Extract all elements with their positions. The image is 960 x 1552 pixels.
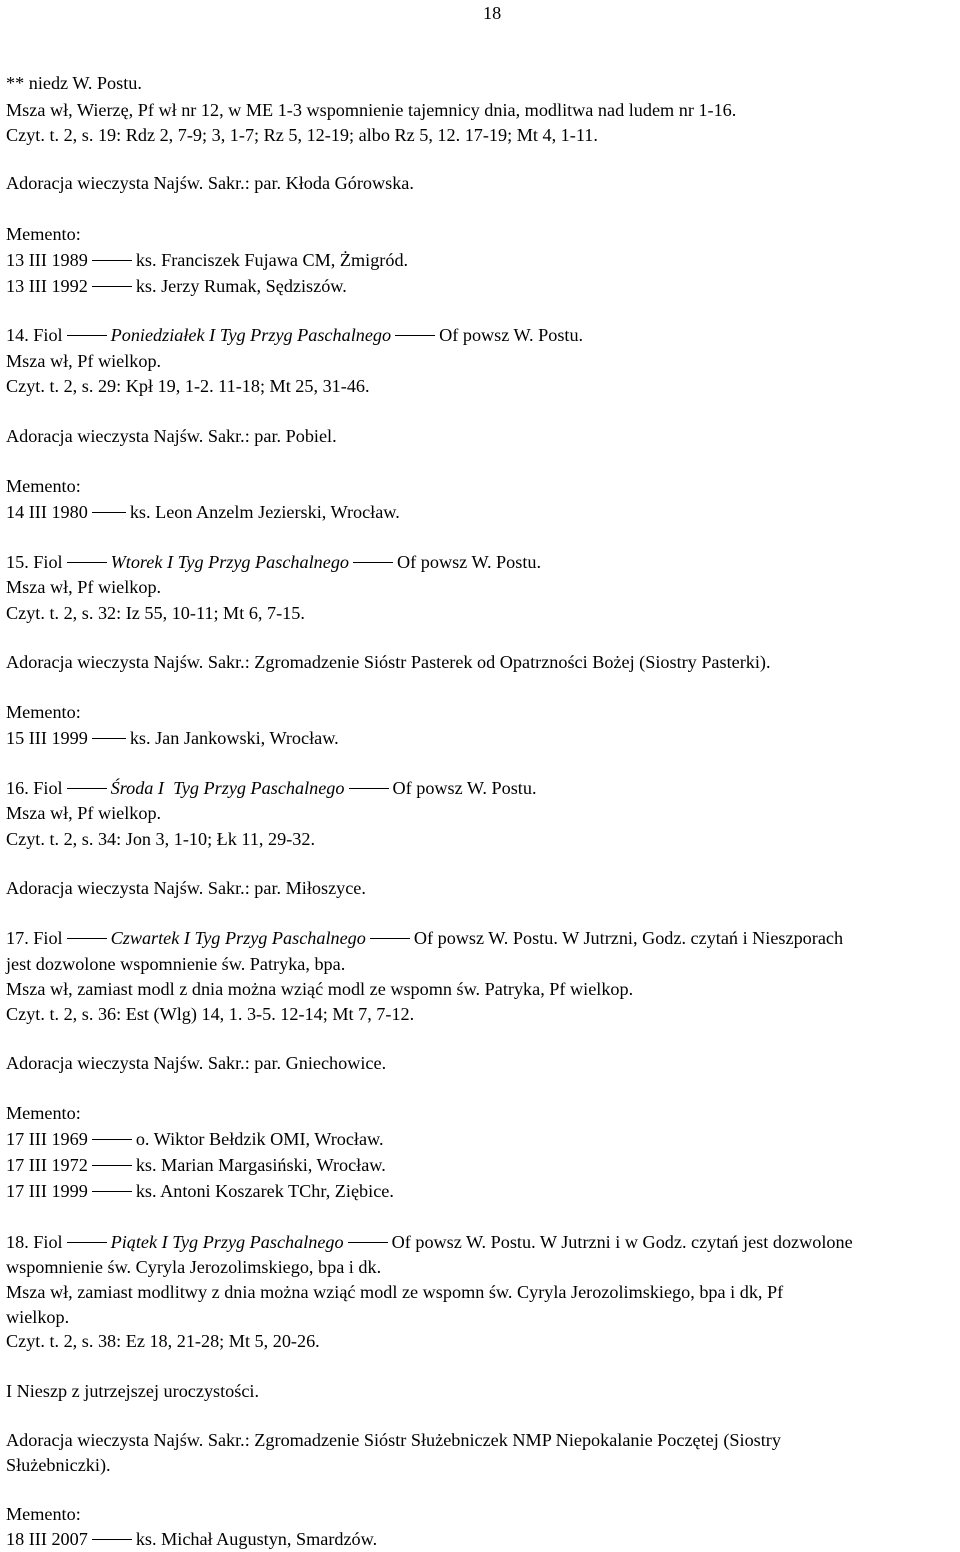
em-dash xyxy=(67,1242,107,1243)
memento-label: Memento: xyxy=(6,1504,81,1524)
em-dash xyxy=(67,788,107,789)
adoration-text: Adoracja wieczysta Najśw. Sakr.: par. Kłoda Górowska. xyxy=(6,173,414,193)
mass-text: Msza wł, Wierzę, Pf wł nr 12, w ME 1-3 wspomnienie tajemnicy dnia, modlitwa nad ludem nr 1-16. xyxy=(6,100,737,120)
em-dash xyxy=(349,788,389,789)
mass-text: Msza wł, Pf wielkop. xyxy=(6,577,162,597)
em-dash xyxy=(92,1191,132,1192)
adoration-text: Adoracja wieczysta Najśw. Sakr.: par. Miłoszyce. xyxy=(6,878,366,898)
day-heading: 17. Fiol Czwartek I Tyg Przyg Paschalnego Of powsz W. Postu. W Jutrzni, Godz. czytań i Nieszporach xyxy=(6,928,844,948)
em-dash xyxy=(92,1165,132,1166)
memento-label: Memento: xyxy=(6,702,81,722)
mass-text-continued: wielkop. xyxy=(6,1307,70,1327)
office-note: jest dozwolone wspomnienie św. Patryka, bpa. xyxy=(6,954,346,974)
readings-text: Czyt. t. 2, s. 36: Est (Wlg) 14, 1. 3-5. 12-14; Mt 7, 7-12. xyxy=(6,1004,415,1024)
mass-text: Msza wł, Pf wielkop. xyxy=(6,803,162,823)
readings-text: Czyt. t. 2, s. 34: Jon 3, 1-10; Łk 11, 29-32. xyxy=(6,829,316,849)
memento-entry: 18 III 2007 ks. Michał Augustyn, Smardzów. xyxy=(6,1529,378,1549)
adoration-text-continued: Służebniczki). xyxy=(6,1455,111,1475)
em-dash xyxy=(92,512,126,513)
day-heading: ** niedz W. Postu. xyxy=(6,73,142,93)
readings-text: Czyt. t. 2, s. 19: Rdz 2, 7-9; 3, 1-7; Rz 5, 12-19; albo Rz 5, 12. 17-19; Mt 4, 1-11. xyxy=(6,125,598,145)
memento-label: Memento: xyxy=(6,1103,81,1123)
em-dash xyxy=(92,1539,132,1540)
vespers-note: I Nieszp z jutrzejszej uroczystości. xyxy=(6,1381,260,1401)
readings-text: Czyt. t. 2, s. 38: Ez 18, 21-28; Mt 5, 20-26. xyxy=(6,1331,320,1351)
mass-text: Msza wł, zamiast modl z dnia można wziąć modl ze wspomn św. Patryka, Pf wielkop. xyxy=(6,979,634,999)
memento-entry: 15 III 1999 ks. Jan Jankowski, Wrocław. xyxy=(6,728,339,748)
em-dash xyxy=(92,286,132,287)
em-dash xyxy=(370,938,410,939)
day-heading: 15. Fiol Wtorek I Tyg Przyg Paschalnego Of powsz W. Postu. xyxy=(6,552,542,572)
mass-text: Msza wł, zamiast modlitwy z dnia można wziąć modl ze wspomn św. Cyryla Jerozolimskiego, bpa i dk, Pf xyxy=(6,1282,784,1302)
adoration-text: Adoracja wieczysta Najśw. Sakr.: par. Gniechowice. xyxy=(6,1053,387,1073)
em-dash xyxy=(348,1242,388,1243)
office-note: wspomnienie św. Cyryla Jerozolimskiego, bpa i dk. xyxy=(6,1257,382,1277)
memento-label: Memento: xyxy=(6,224,81,244)
adoration-text: Adoracja wieczysta Najśw. Sakr.: par. Pobiel. xyxy=(6,426,337,446)
readings-text: Czyt. t. 2, s. 32: Iz 55, 10-11; Mt 6, 7-15. xyxy=(6,603,305,623)
memento-entry: 13 III 1992 ks. Jerzy Rumak, Sędziszów. xyxy=(6,276,347,296)
memento-entry: 17 III 1999 ks. Antoni Koszarek TChr, Ziębice. xyxy=(6,1181,394,1201)
em-dash xyxy=(67,938,107,939)
day-heading: 18. Fiol Piątek I Tyg Przyg Paschalnego Of powsz W. Postu. W Jutrzni i w Godz. czytań jest dozwolone xyxy=(6,1232,853,1252)
mass-text: Msza wł, Pf wielkop. xyxy=(6,351,162,371)
memento-entry: 13 III 1989 ks. Franciszek Fujawa CM, Żmigród. xyxy=(6,250,409,270)
day-heading: 14. Fiol Poniedziałek I Tyg Przyg Paschalnego Of powsz W. Postu. xyxy=(6,325,584,345)
page-number: 18 xyxy=(483,3,502,23)
memento-entry: 14 III 1980 ks. Leon Anzelm Jezierski, Wrocław. xyxy=(6,502,400,522)
readings-text: Czyt. t. 2, s. 29: Kpł 19, 1-2. 11-18; Mt 25, 31-46. xyxy=(6,376,370,396)
memento-entry: 17 III 1969 o. Wiktor Bełdzik OMI, Wrocław. xyxy=(6,1129,384,1149)
em-dash xyxy=(395,335,435,336)
memento-entry: 17 III 1972 ks. Marian Margasiński, Wrocław. xyxy=(6,1155,386,1175)
em-dash xyxy=(92,738,126,739)
em-dash xyxy=(353,562,393,563)
em-dash xyxy=(92,1139,132,1140)
day-heading: 16. Fiol Środa I Tyg Przyg Paschalnego Of powsz W. Postu. xyxy=(6,778,537,798)
em-dash xyxy=(67,335,107,336)
em-dash xyxy=(92,260,132,261)
memento-label: Memento: xyxy=(6,476,81,496)
em-dash xyxy=(67,562,107,563)
adoration-text: Adoracja wieczysta Najśw. Sakr.: Zgromadzenie Sióstr Służebniczek NMP Niepokalanie Poczętej (Siostry xyxy=(6,1430,781,1450)
adoration-text: Adoracja wieczysta Najśw. Sakr.: Zgromadzenie Sióstr Pasterek od Opatrzności Bożej (Siostry Pasterki). xyxy=(6,652,771,672)
